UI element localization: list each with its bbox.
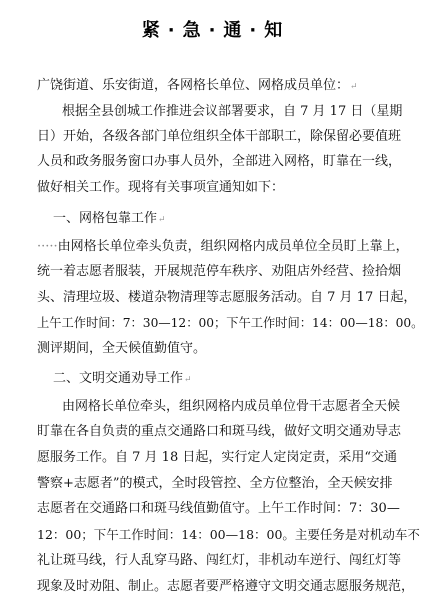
salutation-text: 广饶街道、乐安街道，各网格长单位、网格成员单位： [37, 78, 350, 93]
intro-line: 人员和政务服务窗口办事人员外，全部进入网格，盯靠在一线， [37, 154, 402, 169]
paragraph-mark-icon: ↵ [158, 215, 166, 225]
section2-heading: 二、文明交通劝导工作 [53, 371, 184, 386]
section2-line: 由网格长单位牵头，组织网格内成员单位骨干志愿者全天候 [62, 399, 401, 414]
section1-heading-line [53, 211, 166, 228]
section2-line: 愿服务工作。自 7 月 18 日起，实行定人定岗定责，采用“交通 [37, 450, 397, 465]
section1-heading: 一、网格包靠工作 [53, 211, 158, 226]
indent-dots-icon: ····· [37, 239, 58, 254]
intro-line: 做好相关工作。现将有关事项宣通知如下： [37, 180, 285, 195]
intro-line: 根据全县创城工作推进会议部署要求，自 7 月 17 日（星期 [62, 104, 403, 119]
section2-line: 警察+志愿者”的模式，全时段管控、全方位整治，全天候安排 [37, 476, 393, 491]
section2-line: 12：00；下午工作时间：14：00—18：00。主要任务是对机动车不 [37, 527, 420, 542]
section1-first-line [37, 239, 409, 255]
salutation-line [37, 78, 358, 95]
section2-line: 志愿者在交通路口和斑马线值勤值守。上午工作时间：7：30— [37, 501, 400, 516]
section1-line: 上午工作时间：7：30—12：00；下午工作时间：14：00—18：00。 [37, 316, 424, 330]
section1-line: 测评期间，全天候值勤值守。 [37, 341, 207, 356]
section1-line: 头、清理垃圾、楼道杂物清理等志愿服务活动。自 7 月 17 日起， [37, 290, 417, 305]
section2-line: 礼让斑马线，行人乱穿马路、闯红灯，非机动车逆行、闯红灯等 [37, 553, 402, 568]
intro-line: 日）开始，各级各部门单位组织全体干部职工，除保留必要值班 [37, 129, 402, 144]
section2-line: 现象及时劝阻、制止。志愿者要严格遵守文明交通志愿服务规范， [37, 579, 415, 594]
section2-heading-line [53, 371, 192, 388]
section2-line: 盯靠在各自负责的重点交通路口和斑马线，做好文明交通劝导志 [37, 424, 402, 439]
paragraph-mark-icon: ↵ [184, 375, 192, 385]
document-title: 紧·急·通·知 [141, 20, 291, 41]
paragraph-mark-icon: ↵ [350, 82, 358, 92]
section1-line: 由网格长单位牵头负责，组织网格内成员单位全员盯上靠上， [57, 239, 409, 254]
section1-line: 统一着志愿者服装，开展规范停车秩序、劝阻店外经营、捡拾烟 [37, 264, 402, 279]
